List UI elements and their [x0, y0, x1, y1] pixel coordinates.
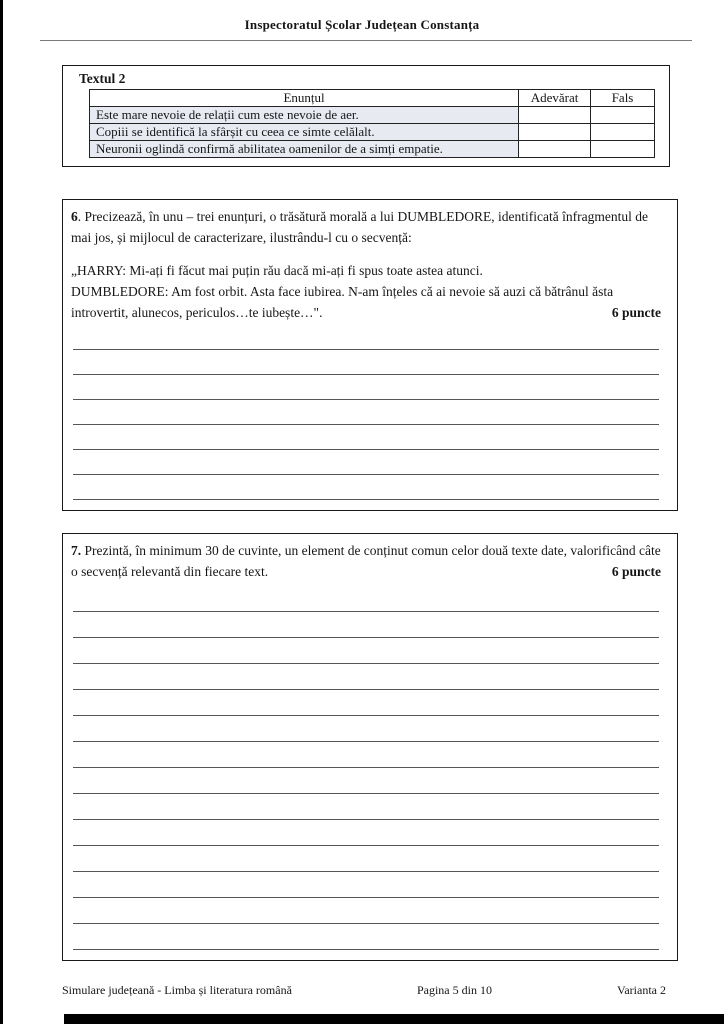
textul2-section [62, 65, 670, 167]
answer-line[interactable] [73, 475, 659, 500]
answer-line[interactable] [73, 768, 659, 794]
question6-points: 6 puncte [611, 305, 661, 320]
answer-line[interactable] [73, 924, 659, 950]
question6-section [62, 199, 678, 511]
footer-exam-name: Simulare județeană - Limba și literatura română [62, 983, 292, 997]
question7-number: 7. [71, 543, 82, 558]
page-footer [62, 983, 666, 998]
statement-cell: Copiii se identifică la sfârșit cu ceea ce simte celălalt. [90, 124, 519, 141]
scan-edge-bottom [64, 1014, 724, 1024]
header-divider [40, 40, 692, 41]
answer-line[interactable] [73, 612, 659, 638]
table-row [90, 124, 655, 141]
false-mark-cell[interactable] [591, 107, 655, 124]
answer-line[interactable] [73, 742, 659, 768]
answer-line[interactable] [73, 425, 659, 450]
question7-section [62, 533, 678, 961]
answer-line[interactable] [73, 375, 659, 400]
false-mark-cell[interactable] [591, 124, 655, 141]
textul2-title: Textul 2 [79, 71, 126, 86]
answer-line[interactable] [73, 638, 659, 664]
answer-line[interactable] [73, 690, 659, 716]
answer-line[interactable] [73, 400, 659, 425]
col-header-statement: Enunțul [90, 90, 519, 107]
question7-answer-area [71, 586, 663, 950]
table-row [90, 107, 655, 124]
answer-line[interactable] [73, 664, 659, 690]
statement-cell: Neuronii oglindă confirmă abilitatea oamenilor de a simți empatie. [90, 141, 519, 158]
answer-line[interactable] [73, 820, 659, 846]
question7-prompt-text: Prezintă, în minimum 30 de cuvinte, un element de conținut comun celor două texte date, valorificând câte o secvență relevantă din fiecare text. [71, 543, 661, 579]
question6-quote-line2 [71, 281, 663, 323]
question6-number: 6 [71, 209, 78, 224]
footer-page-number: Pagina 5 din 10 [416, 983, 492, 997]
footer-variant: Varianta 2 [617, 983, 666, 997]
col-header-true: Adevărat [519, 90, 591, 107]
true-mark-cell[interactable] [519, 124, 591, 141]
page-header [0, 0, 724, 41]
spacer [71, 248, 663, 260]
true-mark-cell[interactable] [519, 107, 591, 124]
true-mark-cell[interactable] [519, 141, 591, 158]
statement-cell: Este mare nevoie de relații cum este nevoie de aer. [90, 107, 519, 124]
answer-line[interactable] [73, 794, 659, 820]
question6-prompt [71, 206, 663, 248]
answer-line[interactable] [73, 716, 659, 742]
answer-line[interactable] [73, 325, 659, 350]
table-header-row [90, 90, 655, 107]
false-mark-cell[interactable] [591, 141, 655, 158]
answer-line[interactable] [73, 586, 659, 612]
answer-line[interactable] [73, 898, 659, 924]
answer-line[interactable] [73, 350, 659, 375]
question7-points: 6 puncte [611, 564, 661, 579]
question6-quote-text: DUMBLEDORE: Am fost orbit. Asta face iubirea. N-am înțeles că ai nevoie să auzi că bătrânul ăsta introvertit, alunecos, periculos…te iubește…". [71, 284, 614, 320]
question6-quote-line1: „HARRY: Mi-ați fi făcut mai puțin rău dacă mi-ați fi spus toate astea atunci. [71, 263, 483, 278]
answer-line[interactable] [73, 872, 659, 898]
true-false-table [89, 89, 655, 158]
answer-line[interactable] [73, 450, 659, 475]
question6-answer-area [71, 325, 663, 500]
answer-line[interactable] [73, 846, 659, 872]
table-row [90, 141, 655, 158]
question7-prompt [71, 540, 663, 582]
scan-edge-left [0, 0, 3, 1024]
col-header-false: Fals [591, 90, 655, 107]
question6-prompt-text: . Precizează, în unu – trei enunțuri, o trăsătură morală a lui DUMBLEDORE, identificată înfragmentul de mai jos, și mijlocul de caracterizare, ilustrându-l cu o secvență: [71, 209, 648, 245]
header-title: Inspectoratul Școlar Județean Constanța [244, 17, 480, 32]
